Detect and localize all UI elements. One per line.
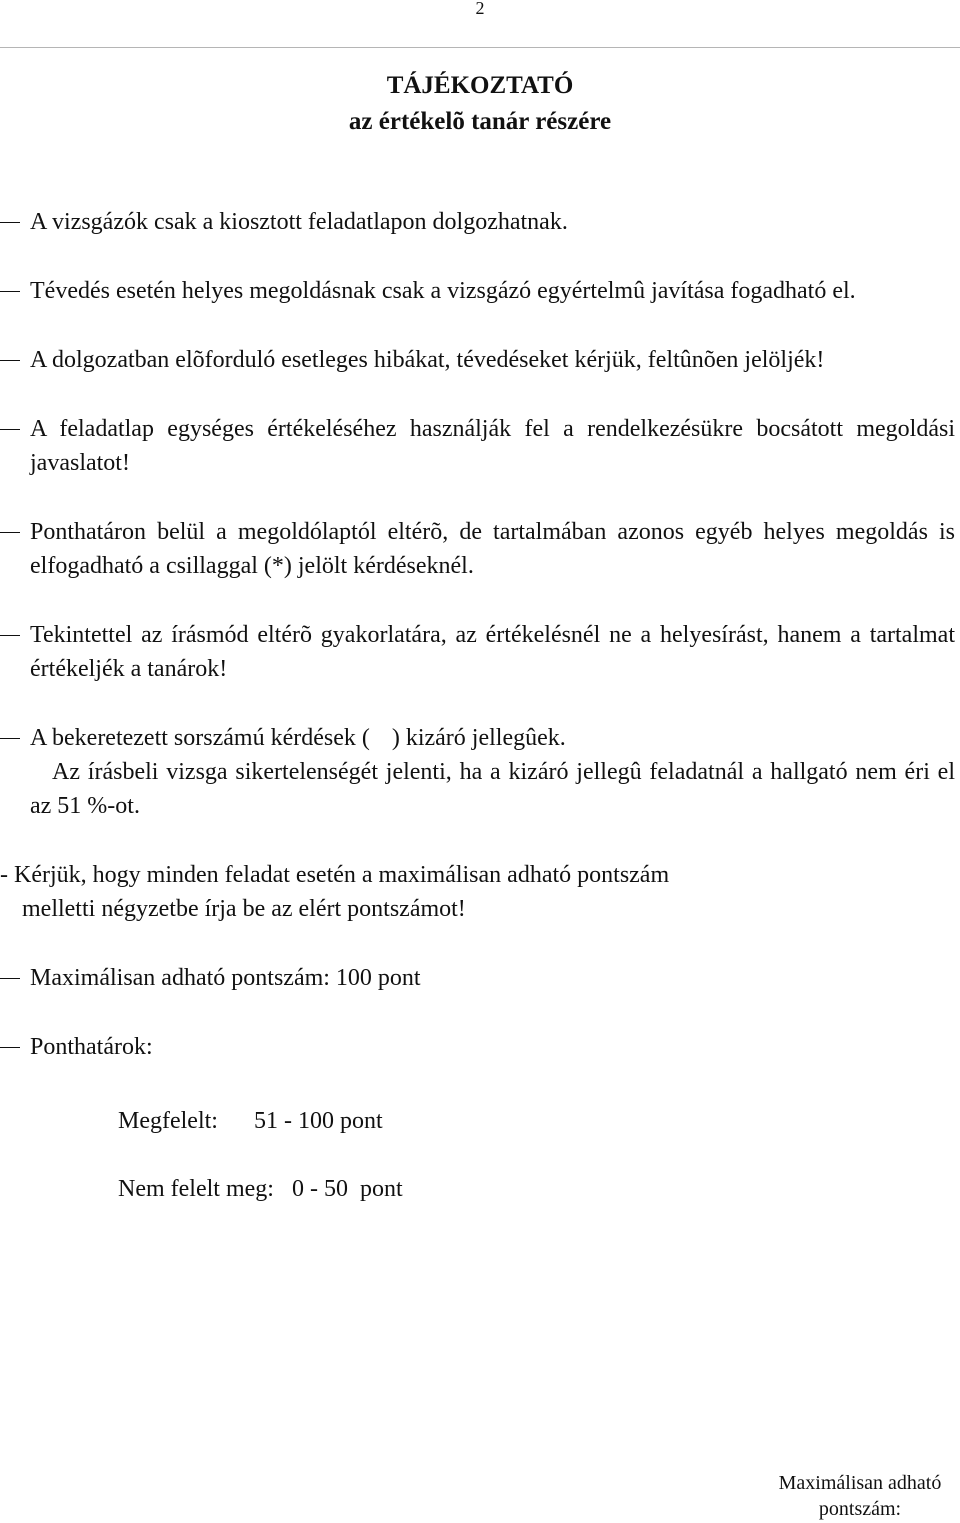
page-subtitle: az értékelõ tanár részére: [348, 108, 612, 135]
exclusion-note: [0, 721, 955, 823]
page-title: TÁJÉKOZTATÓ: [386, 72, 574, 99]
footer-note-line2: pontszám:: [818, 1498, 902, 1520]
list-item-text: A feladatlap egységes értékeléséhez használják fel a rendelkezésükre bocsátott megoldási javaslatot!: [30, 416, 955, 476]
footer-note: [760, 1470, 960, 1522]
threshold-table: [118, 1104, 955, 1240]
dash-bullet-icon: [0, 291, 20, 292]
thresholds-item: [0, 1030, 955, 1064]
exclusion-note-text-after: ) kizáró jellegûek.: [391, 725, 566, 751]
list-item: [0, 274, 955, 308]
dash-bullet-icon: [0, 429, 20, 430]
list-item: [0, 205, 955, 239]
footer-note-line1: Maximálisan adható: [778, 1472, 942, 1494]
threshold-row-label: Nem felelt meg:: [118, 1176, 292, 1202]
dash-bullet-icon: [0, 635, 20, 636]
list-item-text: Ponthatáron belül a megoldólaptól eltérõ, de tartalmában azonos egyéb helyes megoldás is elfogadható a csillaggal (*) jelölt kérdéseknél.: [30, 519, 955, 579]
scoring-request-prefix: -: [0, 862, 14, 888]
list-item: [0, 343, 955, 377]
page-number: 2: [475, 0, 485, 18]
dash-bullet-icon: [0, 532, 20, 533]
scoring-request: [0, 858, 955, 926]
threshold-row-value: 0 - 50 pont: [291, 1176, 403, 1202]
dash-bullet-icon: [0, 360, 20, 361]
scoring-request-line2: melletti négyzetbe írja be az elért pontszámot!: [22, 896, 466, 922]
dash-bullet-icon: [0, 222, 20, 223]
max-points-text: Maximálisan adható pontszám: 100 pont: [30, 965, 421, 991]
list-item-text: Tekintettel az írásmód eltérõ gyakorlatára, az értékelésnél ne a helyesírást, hanem a tartalmat értékeljék a tanárok!: [30, 622, 955, 682]
scoring-request-line1: Kérjük, hogy minden feladat esetén a maximálisan adható pontszám: [14, 862, 670, 888]
list-item: [0, 412, 955, 480]
list-item: [0, 618, 955, 686]
dash-bullet-icon: [0, 1047, 20, 1048]
thresholds-label: Ponthatárok:: [30, 1034, 153, 1060]
max-points-item: [0, 961, 955, 995]
instruction-list: [0, 205, 955, 1240]
threshold-row-label: Megfelelt:: [118, 1108, 254, 1134]
dash-bullet-icon: [0, 738, 20, 739]
list-item: [0, 515, 955, 583]
title-block: [0, 68, 960, 140]
threshold-row-value: 51 - 100 pont: [253, 1108, 383, 1134]
threshold-row-pass: [118, 1104, 955, 1172]
list-item-text: A vizsgázók csak a kiosztott feladatlapon dolgozhatnak.: [30, 209, 568, 235]
exclusion-note-text-before: A bekeretezett sorszámú kérdések (: [30, 725, 370, 751]
list-item-text: Tévedés esetén helyes megoldásnak csak a vizsgázó egyértelmû javítása fogadható el.: [30, 278, 856, 304]
exclusion-note-detail: Az írásbeli vizsga sikertelenségét jelenti, ha a kizáró jellegû feladatnál a hallgató nem éri el az 51 %-ot.: [30, 759, 955, 819]
dash-bullet-icon: [0, 978, 20, 979]
header-rule: [0, 47, 960, 48]
list-item-text: A dolgozatban elõforduló esetleges hibákat, tévedéseket kérjük, feltûnõen jelöljék!: [30, 347, 825, 373]
threshold-row-fail: [118, 1172, 955, 1240]
